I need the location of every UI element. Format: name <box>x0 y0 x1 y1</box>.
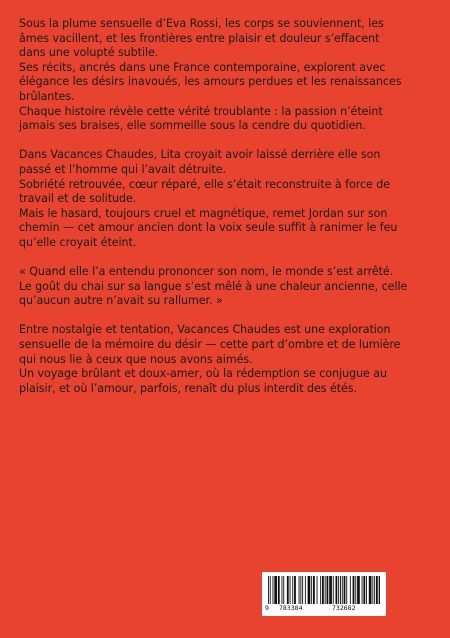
text-line: élégance les désirs inavoués, les amours perdues et les renaissances <box>19 75 402 89</box>
text-line: travail et de solitude. <box>19 192 137 206</box>
text-line: Chaque histoire révèle cette vérité troublante : la passion n’éteint <box>19 104 383 118</box>
text-line: Sous la plume sensuelle d’Eva Rossi, les corps se souviennent, les <box>19 17 384 30</box>
text-line: brûlantes. <box>19 89 75 103</box>
text-line: Ses récits, ancrés dans une France contemporaine, explorent avec <box>19 60 386 74</box>
intro-paragraph <box>19 17 437 134</box>
text-line: dans une volupté subtile. <box>19 46 159 60</box>
text-line: qu’elle croyait éteint. <box>19 235 137 249</box>
closing-paragraph <box>19 323 437 396</box>
text-line: passé et l’homme qui l’avait détruite. <box>19 162 226 176</box>
barcode-left-digits: 783384 <box>279 604 303 612</box>
text-line: Un voyage brûlant et doux-amer, où la rédemption se conjugue au <box>19 367 388 381</box>
text-line: qui nous lie à ceux que nous avons aimés. <box>19 352 253 366</box>
text-line: Entre nostalgie et tentation, Vacances Chaudes est une exploration <box>19 323 391 337</box>
story-paragraph <box>19 148 437 250</box>
quote-paragraph <box>19 265 437 309</box>
text-line: sensuelle de la mémoire du désir — cette part d’ombre et de lumière <box>19 338 401 352</box>
text-line: Sobriété retrouvée, cœur réparé, elle s’était reconstruite à force de <box>19 177 391 191</box>
text-line: qu’aucun autre n’avait su rallumer. » <box>19 294 223 308</box>
text-line: Le goût du chai sur sa langue s’est mêlé à une chaleur ancienne, celle <box>19 279 408 293</box>
barcode-right-digits: 732682 <box>332 604 356 612</box>
text-line: chemin — cet amour ancien dont la voix seule suffit à ranimer le feu <box>19 221 398 235</box>
text-line: « Quand elle l’a entendu prononcer son nom, le monde s’est arrêté. <box>19 265 394 279</box>
text-line: Dans Vacances Chaudes, Lita croyait avoir laissé derrière elle son <box>19 148 381 162</box>
text-line: plaisir, et où l’amour, parfois, renaît du plus interdit des étés. <box>19 381 358 395</box>
text-line: âmes vacillent, et les frontières entre plaisir et douleur s’effacent <box>19 31 380 45</box>
barcode-bars <box>268 576 380 604</box>
text-line: jamais ses braises, elle sommeille sous la cendre du quotidien. <box>19 119 366 133</box>
barcode-first-digit: 9 <box>265 604 269 612</box>
isbn-barcode <box>262 572 386 616</box>
text-line: Mais le hasard, toujours cruel et magnétique, remet Jordan sur son <box>19 206 388 220</box>
barcode-number <box>262 604 386 614</box>
back-cover-text <box>19 17 437 396</box>
